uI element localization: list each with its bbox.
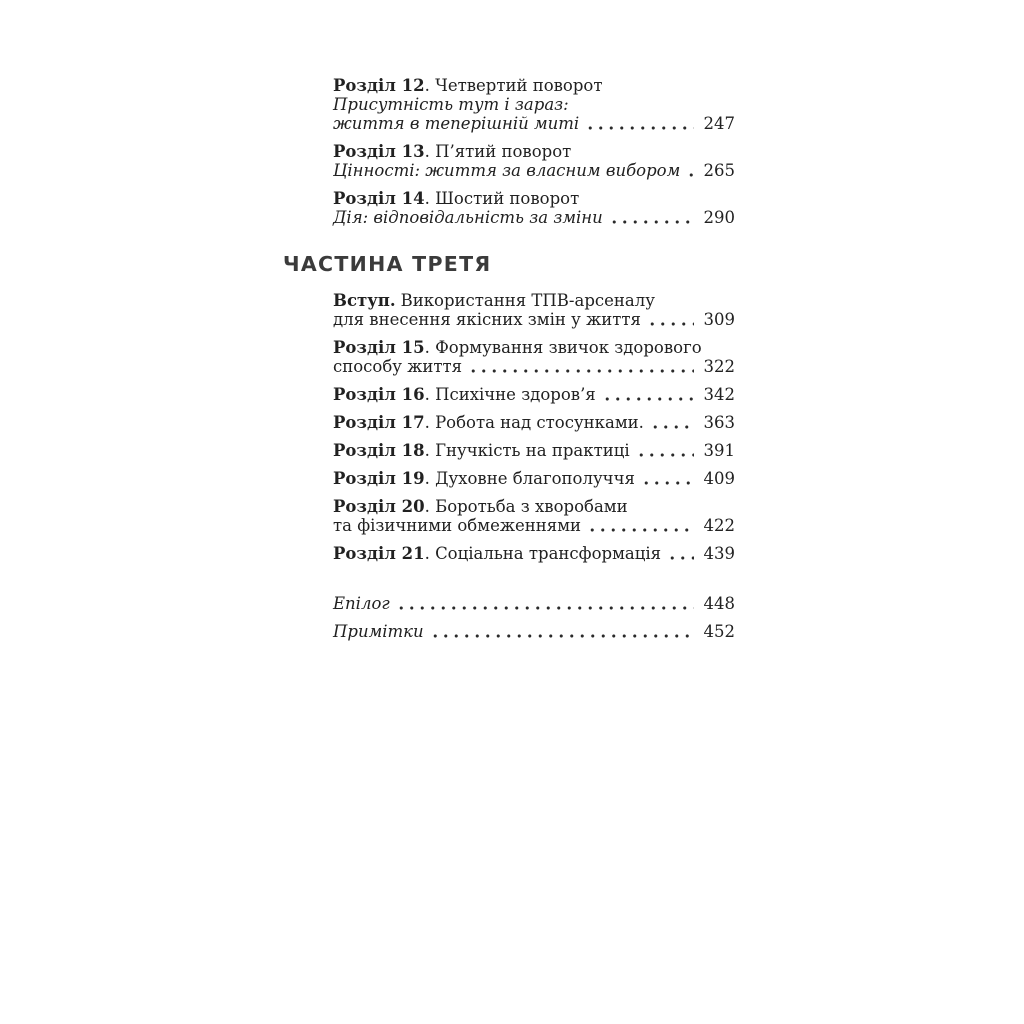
dot-leader (636, 453, 694, 457)
entry-page-line (333, 469, 735, 488)
label-separator: . (424, 469, 436, 488)
entry-title-continuation: способу життя (333, 357, 463, 376)
chapter-label: Розділ 19 (333, 469, 425, 488)
entry-page-line (333, 385, 735, 404)
entry-page-line (333, 441, 735, 460)
chapter-title: Формування звичок здорового (435, 338, 702, 357)
entry-title-line (333, 76, 735, 95)
toc-entry-chapter-17 (333, 413, 735, 432)
chapter-label: Розділ 13 (333, 142, 425, 161)
chapter-title: Психічне здоров’я (435, 385, 596, 404)
page-number: 265 (703, 161, 735, 180)
toc-part2-entries (333, 76, 735, 227)
entry-title-line (333, 142, 735, 161)
toc-entry-intro (333, 291, 735, 329)
chapter-title: Боротьба з хворобами (435, 497, 628, 516)
label-separator: . (424, 544, 436, 563)
page-number: 448 (703, 594, 735, 613)
dot-leader (647, 322, 694, 326)
entry-title-line (333, 544, 661, 563)
intro-title: Використання ТПВ-арсеналу (400, 291, 655, 310)
entry-title-line (333, 189, 735, 208)
page-number: 322 (703, 357, 735, 376)
entry-title-line (333, 385, 596, 404)
toc-entry-notes (333, 622, 735, 641)
entry-title-line: Епілог (333, 594, 390, 613)
table-of-contents (283, 76, 735, 650)
chapter-label: Розділ 16 (333, 385, 425, 404)
entry-title-line (333, 291, 735, 310)
label-separator: . (424, 385, 436, 404)
chapter-label: Розділ 21 (333, 544, 425, 563)
dot-leader (587, 528, 693, 532)
entry-page-line (333, 622, 735, 641)
chapter-label: Розділ 12 (333, 76, 425, 95)
entry-subtitle-line: Присутність тут і зараз: (333, 95, 569, 114)
toc-entry-chapter-12 (333, 76, 735, 133)
toc-entry-chapter-15 (333, 338, 735, 376)
chapter-label: Розділ 17 (333, 413, 425, 432)
chapter-title: Четвертий поворот (435, 76, 603, 95)
dot-leader (609, 220, 694, 224)
toc-part3-entries (333, 291, 735, 641)
dot-leader (602, 397, 694, 401)
entry-page-line (333, 516, 735, 535)
entry-page-line (333, 208, 735, 227)
entry-subtitle-continuation: життя в теперішній миті (333, 114, 580, 133)
label-separator: . (424, 189, 436, 208)
entry-page-line (333, 413, 735, 432)
label-separator: . (424, 413, 436, 432)
dot-leader (686, 173, 693, 177)
entry-subtitle: Цінності: життя за власним вибором (333, 161, 681, 180)
page-number: 342 (703, 385, 735, 404)
entry-title-line (333, 413, 644, 432)
chapter-label: Розділ 15 (333, 338, 425, 357)
page-number: 247 (703, 114, 735, 133)
entry-subtitle: Дія: відповідальність за зміни (333, 208, 603, 227)
entry-title-line (333, 441, 630, 460)
page-number: 422 (703, 516, 735, 535)
intro-label: Вступ. (333, 291, 396, 310)
part-three-heading: ЧАСТИНА ТРЕТЯ (283, 252, 492, 276)
page-number: 309 (703, 310, 735, 329)
toc-entry-chapter-21 (333, 544, 735, 563)
chapter-label: Розділ 20 (333, 497, 425, 516)
dot-leader (650, 425, 694, 429)
dot-leader (585, 126, 693, 130)
page-number: 452 (703, 622, 735, 641)
dot-leader (468, 369, 693, 373)
chapter-title: Шостий поворот (435, 189, 580, 208)
chapter-title: Робота над стосунками. (435, 413, 644, 432)
entry-page-line (333, 161, 735, 180)
page-number: 439 (703, 544, 735, 563)
label-separator: . (424, 142, 436, 161)
toc-entry-chapter-18 (333, 441, 735, 460)
chapter-label: Розділ 18 (333, 441, 425, 460)
dot-leader (667, 556, 693, 560)
toc-entry-chapter-13 (333, 142, 735, 180)
toc-entry-chapter-19 (333, 469, 735, 488)
chapter-label: Розділ 14 (333, 189, 425, 208)
toc-entry-chapter-16 (333, 385, 735, 404)
label-separator: . (424, 338, 436, 357)
entry-title-line (333, 338, 735, 357)
label-separator: . (424, 441, 436, 460)
toc-entry-epilogue (333, 594, 735, 613)
page-number: 290 (703, 208, 735, 227)
entry-title-line: Примітки (333, 622, 424, 641)
page-number: 409 (703, 469, 735, 488)
entry-page-line (333, 114, 735, 133)
chapter-title: Гнучкість на практиці (435, 441, 630, 460)
label-separator: . (424, 497, 436, 516)
toc-entry-chapter-14 (333, 189, 735, 227)
toc-backmatter-entries (333, 594, 735, 641)
entry-page-line (333, 357, 735, 376)
dot-leader (396, 606, 694, 610)
page-number: 391 (703, 441, 735, 460)
dot-leader (641, 481, 694, 485)
entry-title-line (333, 469, 635, 488)
entry-title-continuation: для внесення якісних змін у життя (333, 310, 641, 329)
entry-title-continuation: та фізичними обмеженнями (333, 516, 582, 535)
entry-page-line (333, 310, 735, 329)
label-separator: . (424, 76, 436, 95)
dot-leader (430, 634, 694, 638)
page-number: 363 (703, 413, 735, 432)
entry-page-line (333, 544, 735, 563)
chapter-title: Духовне благополуччя (435, 469, 635, 488)
toc-entry-chapter-20 (333, 497, 735, 535)
chapter-title: Соціальна трансформація (435, 544, 662, 563)
entry-title-line (333, 497, 735, 516)
entry-page-line (333, 594, 735, 613)
chapter-title: П’ятий поворот (435, 142, 572, 161)
